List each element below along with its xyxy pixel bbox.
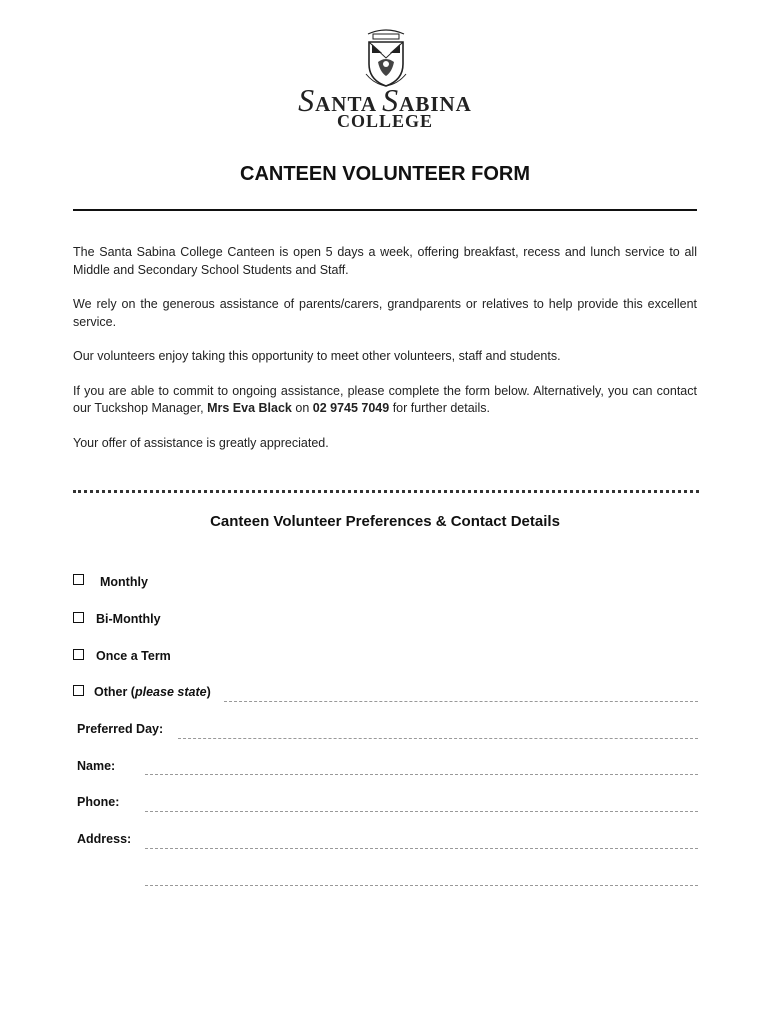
checkbox-once-a-term[interactable] xyxy=(73,649,84,660)
checkbox-other[interactable] xyxy=(73,685,84,696)
manager-name: Mrs Eva Black xyxy=(207,401,292,415)
title-divider xyxy=(73,209,697,211)
college-logo xyxy=(0,0,770,140)
college-name: SANTA SABINA xyxy=(298,82,472,118)
intro-text xyxy=(73,244,697,469)
college-crest-icon xyxy=(362,28,410,88)
other-input-line[interactable] xyxy=(224,701,698,702)
option-once-a-term[interactable] xyxy=(73,649,171,663)
intro-paragraph: The Santa Sabina College Canteen is open 5 days a week, offering breakfast, recess and lunch service to all Middle and Secondary School Students and Staff. xyxy=(73,245,697,277)
address-input-line-2[interactable] xyxy=(145,885,698,886)
option-label: Once a Term xyxy=(96,649,171,663)
checkbox-bimonthly[interactable] xyxy=(73,612,84,623)
phone-input-line[interactable] xyxy=(145,811,698,812)
phone-label: Phone: xyxy=(77,795,120,809)
other-hint: please state xyxy=(134,685,207,699)
intro-paragraph: Our volunteers enjoy taking this opportunity to meet other volunteers, staff and students. xyxy=(73,349,561,363)
section-title: Canteen Volunteer Preferences & Contact Details xyxy=(210,513,560,530)
option-monthly[interactable] xyxy=(73,575,148,589)
checkbox-monthly[interactable] xyxy=(73,574,84,585)
form-title: CANTEEN VOLUNTEER FORM xyxy=(240,163,530,185)
address-label: Address: xyxy=(77,832,132,846)
address-input-line[interactable] xyxy=(145,848,698,849)
closing-paragraph: Your offer of assistance is greatly appreciated. xyxy=(73,435,329,450)
option-label: Monthly xyxy=(100,575,148,589)
preferred-day-input-line[interactable] xyxy=(178,738,698,739)
preferred-day-label: Preferred Day: xyxy=(77,722,164,736)
option-label: Other (please state) xyxy=(94,685,211,699)
name-input-line[interactable] xyxy=(145,774,698,775)
intro-paragraph: We rely on the generous assistance of parents/carers, grandparents or relatives to help provide this excellent service. xyxy=(73,297,697,329)
option-label: Bi-Monthly xyxy=(96,612,161,626)
section-divider xyxy=(73,490,699,493)
manager-phone: 02 9745 7049 xyxy=(312,401,390,415)
option-other[interactable] xyxy=(73,685,211,699)
college-word: COLLEGE xyxy=(336,111,434,131)
option-bimonthly[interactable] xyxy=(73,612,161,626)
name-label: Name: xyxy=(77,759,116,773)
contact-paragraph: If you are able to commit to ongoing assistance, please complete the form below. Alternatively, you can contact our Tuckshop Manager, Mrs Eva Black on 02 9745 7049 for further details. xyxy=(73,383,697,415)
